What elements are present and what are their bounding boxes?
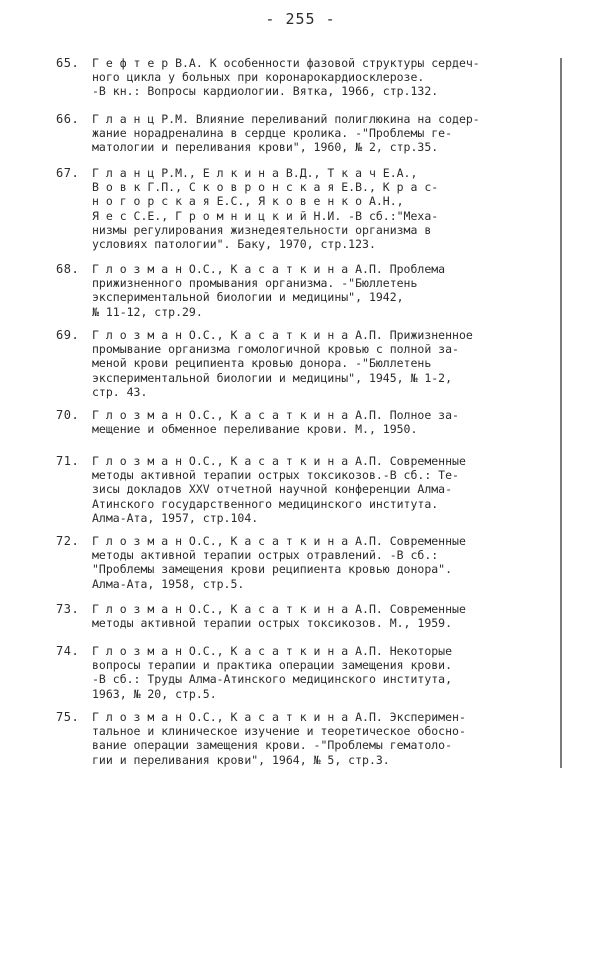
reference-text-line: Г л о з м а н О.С., К а с а т к и н а А.П. Современные <box>92 454 466 468</box>
reference-entry <box>56 408 459 437</box>
reference-text-line: Г л о з м а н О.С., К а с а т к и н а А.П. Проблема <box>92 262 446 276</box>
page-number: - 255 - <box>265 10 336 28</box>
reference-number: 69. <box>56 328 80 342</box>
reference-number: 71. <box>56 454 80 468</box>
reference-entry <box>56 644 453 701</box>
reference-text-line: Г л о з м а н О.С., К а с а т к и н а А.П. Эксперимен- <box>92 710 466 724</box>
reference-text-line: меной крови реципиента кровью донора. -"Бюллетень <box>92 356 432 371</box>
reference-entry <box>56 602 466 631</box>
reference-text-line: прижизненного промывания организма. -"Бюллетень <box>92 276 418 291</box>
reference-text-line: -В кн.: Вопросы кардиологии. Вятка, 1966, стр.132. <box>92 84 439 99</box>
reference-number: 75. <box>56 710 80 724</box>
reference-text-line: тальное и клиническое изучение и теоретическое обосно- <box>92 724 466 739</box>
reference-entry <box>56 328 473 399</box>
reference-text-line: № 11-12, стр.29. <box>92 304 203 319</box>
reference-entry <box>56 262 446 319</box>
reference-text-line: Алма-Ата, 1957, стр.104. <box>92 510 259 525</box>
reference-number: 73. <box>56 602 80 616</box>
reference-text-line: стр. 43. <box>92 384 148 399</box>
reference-text-line: Я е с С.Е., Г р о м н и ц к и й Н.И. -В сб.:"Меха- <box>92 208 439 223</box>
reference-number: 70. <box>56 408 80 422</box>
reference-text-line: Алма-Ата, 1958, стр.5. <box>92 576 245 591</box>
reference-text-line: В о в к Г.П., С к о в р о н с к а я Е.В., К р а с- <box>92 180 439 195</box>
reference-number: 65. <box>56 56 80 70</box>
reference-text-line: Г л о з м а н О.С., К а с а т к и н а А.П. Некоторые <box>92 644 453 658</box>
reference-text-line: Г л о з м а н О.С., К а с а т к и н а А.П. Полное за- <box>92 408 459 422</box>
reference-number: 67. <box>56 166 80 180</box>
reference-number: 74. <box>56 644 80 658</box>
reference-entry <box>56 166 439 251</box>
reference-text-line: Г л о з м а н О.С., К а с а т к и н а А.П. Современные <box>92 534 466 548</box>
margin-rule <box>560 58 562 768</box>
reference-text-line: экспериментальной биологии и медицины", 1942, <box>92 290 404 305</box>
reference-text-line: низмы регулирования жизнедеятельности организма в <box>92 222 432 237</box>
reference-text-line: матологии и переливания крови", 1960, № 2, стр.35. <box>92 140 439 155</box>
reference-text-line: гии и переливания крови", 1964, № 5, стр.3. <box>92 752 390 767</box>
reference-text-line: условиях патологии". Баку, 1970, стр.123. <box>92 236 376 251</box>
reference-text-line: зисы докладов XXV отчетной научной конференции Алма- <box>92 482 453 497</box>
reference-text-line: вание операции замещения крови. -"Проблемы гематоло- <box>92 738 453 753</box>
reference-text-line: методы активной терапии острых токсикозов. М., 1959. <box>92 616 453 631</box>
reference-entry <box>56 112 480 155</box>
reference-entry <box>56 56 480 99</box>
reference-text-line: Г л а н ц Р.М., Е л к и н а В.Д., Т к а ч Е.А., <box>92 166 418 180</box>
reference-text-line: вопросы терапии и практика операции замещения крови. <box>92 658 453 673</box>
reference-number: 68. <box>56 262 80 276</box>
reference-text-line: 1963, № 20, стр.5. <box>92 686 217 701</box>
reference-text-line: "Проблемы замещения крови реципиента кровью донора". <box>92 562 453 577</box>
reference-entry <box>56 454 466 525</box>
reference-text-line: жание норадреналина в сердце кролика. -"Проблемы ге- <box>92 126 453 141</box>
reference-text-line: методы активной терапии острых токсикозов.-В сб.: Те- <box>92 468 459 483</box>
reference-text-line: экспериментальной биологии и медицины", 1945, № 1-2, <box>92 370 453 385</box>
reference-text-line: методы активной терапии острых отравлений. -В сб.: <box>92 548 439 563</box>
reference-entry <box>56 710 466 767</box>
reference-number: 72. <box>56 534 80 548</box>
reference-text-line: ного цикла у больных при коронарокардиосклерозе. <box>92 70 425 85</box>
reference-text-line: мещение и обменное переливание крови. М., 1950. <box>92 422 418 437</box>
reference-text-line: н о г о р с к а я Е.С., Я к о в е н к о А.Н., <box>92 194 404 209</box>
reference-entry <box>56 534 466 591</box>
reference-text-line: Г е ф т е р В.А. К особенности фазовой структуры сердеч- <box>92 56 480 70</box>
reference-number: 66. <box>56 112 80 126</box>
reference-text-line: Г л а н ц Р.М. Влияние переливаний полиглюкина на содер- <box>92 112 480 126</box>
reference-text-line: промывание организма гомологичной кровью с полной за- <box>92 342 459 357</box>
reference-text-line: Атинского государственного медицинского института. <box>92 496 439 511</box>
reference-text-line: -В сб.: Труды Алма-Атинского медицинского института, <box>92 672 453 687</box>
reference-text-line: Г л о з м а н О.С., К а с а т к и н а А.П. Прижизненное <box>92 328 473 342</box>
reference-text-line: Г л о з м а н О.С., К а с а т к и н а А.П. Современные <box>92 602 466 616</box>
